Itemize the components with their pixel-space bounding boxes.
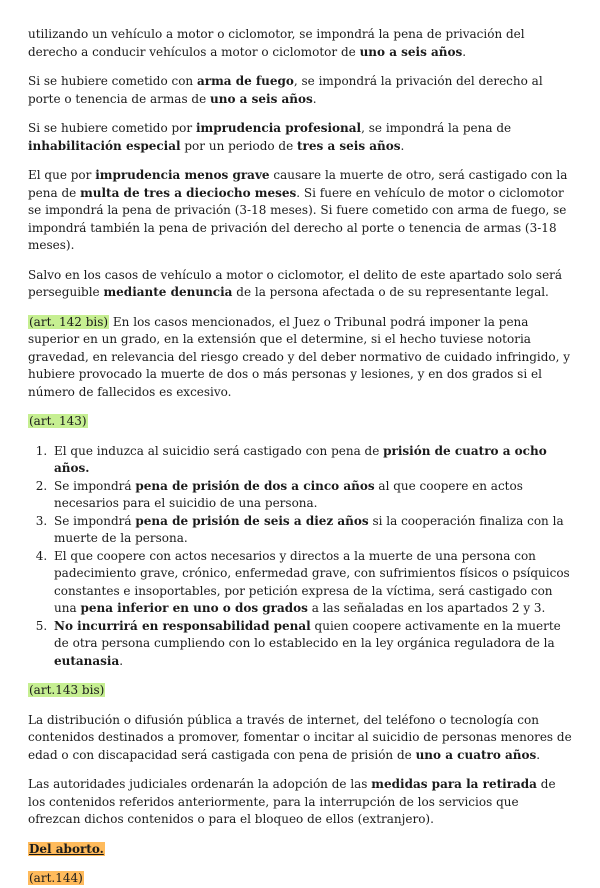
text: Salvo en los casos de vehículo a motor o ciclomotor, el delito de este apartado solo será perseguible xyxy=(28,267,563,299)
bold-text: tres a seis años xyxy=(297,138,401,153)
bold-text: pena inferior en uno o dos grados xyxy=(80,601,308,615)
paragraph xyxy=(28,870,572,888)
bold-text: No incurrirá en responsabilidad penal xyxy=(54,618,311,633)
text: Se impondrá xyxy=(54,513,136,528)
text: Las autoridades judiciales ordenarán la adopción de las xyxy=(28,777,372,791)
text: a las señaladas en los apartados 2 y 3. xyxy=(307,601,546,615)
text: . xyxy=(400,138,405,153)
text: . xyxy=(462,44,467,59)
bold-text: uno a seis años xyxy=(210,91,313,106)
list-item xyxy=(51,443,572,478)
text: quien coopere activamente en la muerte de otra persona cumpliendo con lo establecido en la ley orgánica reguladora de la xyxy=(54,618,561,650)
bold-text: prisión de cuatro a ocho años. xyxy=(54,443,547,475)
list-item xyxy=(51,513,572,548)
paragraph xyxy=(28,167,572,255)
text: si la cooperación finaliza con la muerte de la persona. xyxy=(54,513,564,545)
paragraph xyxy=(28,682,572,700)
text: utilizando un vehículo a motor o ciclomotor, se impondrá la pena de privación del derecho a conducir vehículos a motor o ciclomotor de xyxy=(28,27,525,59)
article-tag-143-bis: (art.143 bis) xyxy=(29,683,105,697)
text: al que coopere en actos necesarios para el suicidio de una persona. xyxy=(54,478,523,510)
text: . xyxy=(312,91,317,106)
text: La distribución o difusión pública a través de internet, del teléfono o tecnología con contenidos destinados a promover, fomentar o incitar al suicidio de personas menores de edad o con discapacidad será castigada con pena de prisión de xyxy=(28,712,572,762)
list-item xyxy=(51,618,572,671)
text: causare la muerte de otro, será castigado con la pena de xyxy=(28,168,568,200)
bold-text: inhabilitación especial xyxy=(28,138,181,153)
text: Si se hubiere cometido por xyxy=(28,121,196,135)
bold-text: pena de prisión de seis a diez años xyxy=(135,513,369,528)
text: En los casos mencionados, el Juez o Tribunal podrá imponer la pena superior en un grado, en la extensión que el determine, si el hecho tuviese notoria gravedad, en relevancia del riesgo creado y del deber normativo de cuidado infringido, y hubiere provocado la muerte de dos o más personas y lesiones, y en dos grados si el número de fallecidos es excesivo. xyxy=(28,314,571,399)
heading-del-aborto: Del aborto. xyxy=(29,841,104,856)
bold-text: imprudencia menos grave xyxy=(95,168,270,182)
text: El que induzca al suicidio será castigado con pena de xyxy=(54,443,384,458)
paragraph xyxy=(28,413,572,431)
bold-text: uno a seis años xyxy=(359,44,463,59)
list-item xyxy=(51,478,572,513)
text: Se impondrá xyxy=(54,478,136,493)
text: El que coopere con actos necesarios y directos a la muerte de una persona con padecimiento grave, crónico, enfermedad grave, con sufrimientos físicos o psíquicos constantes e insoportables, por petición expresa de la víctima, será castigado con una xyxy=(54,548,570,615)
text: por un periodo de xyxy=(180,138,298,153)
text: , se impondrá la privación del derecho al porte o tenencia de armas de xyxy=(28,74,543,106)
paragraph xyxy=(28,267,572,302)
bold-text: arma de fuego xyxy=(196,74,294,88)
paragraph xyxy=(28,120,572,155)
paragraph xyxy=(28,314,572,402)
bold-text: medidas para la retirada xyxy=(371,777,537,791)
bold-text: eutanasia xyxy=(54,653,120,668)
article-tag-143: (art. 143) xyxy=(29,414,87,428)
text: , se impondrá la pena de xyxy=(361,121,512,135)
paragraph xyxy=(28,26,572,61)
bold-text: uno a cuatro años xyxy=(415,747,537,762)
bold-text: multa de tres a dieciocho meses xyxy=(80,185,297,200)
text: . xyxy=(119,653,124,668)
text: . xyxy=(536,747,541,762)
bold-text: mediante denuncia xyxy=(103,285,233,299)
paragraph xyxy=(28,712,572,765)
numbered-list xyxy=(28,443,572,671)
section-heading xyxy=(28,841,572,859)
text: de la persona afectada o de su representante legal. xyxy=(232,285,549,299)
paragraph xyxy=(28,776,572,829)
list-item xyxy=(51,548,572,618)
bold-text: imprudencia profesional xyxy=(195,121,362,135)
paragraph xyxy=(28,73,572,108)
text: Si se hubiere cometido con xyxy=(28,74,197,88)
text: de los contenidos referidos anteriormente, para la interrupción de los servicios que ofrezcan dichos contenidos o para el bloqueo de ellos (extranjero). xyxy=(28,777,556,826)
text: El que por xyxy=(28,168,96,182)
article-tag-142-bis: (art. 142 bis) xyxy=(29,314,109,329)
bold-text: pena de prisión de dos a cinco años xyxy=(135,478,375,493)
article-tag-144: (art.144) xyxy=(29,871,83,885)
text: . Si fuere en vehículo de motor o ciclomotor se impondrá la pena de privación (3-18 meses). Si fuere cometido con arma de fuego, se impondrá también la pena de privación del derecho al porte o tenencia de armas (3-18 meses). xyxy=(28,185,567,252)
